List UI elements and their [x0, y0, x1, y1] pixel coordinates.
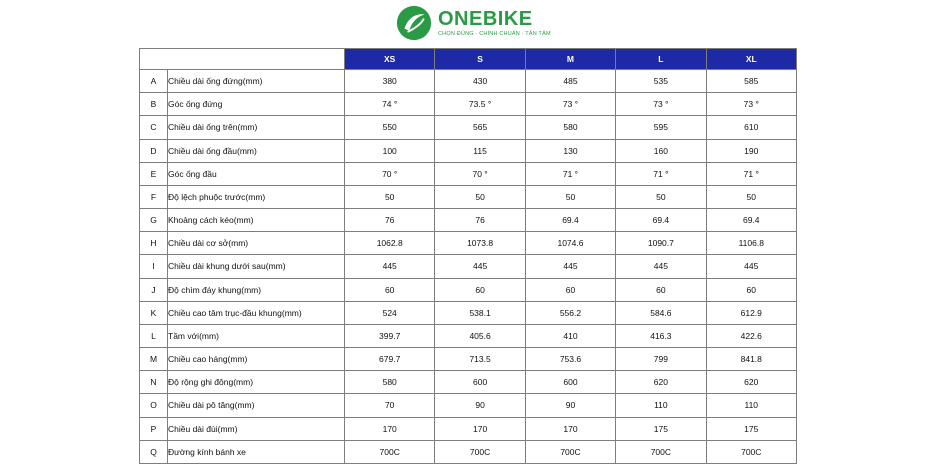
value-cell-m: 170 — [525, 417, 615, 440]
size-header-m: M — [525, 49, 615, 70]
value-cell-s: 60 — [435, 278, 525, 301]
row-label: Chiều dài khung dưới sau(mm) — [168, 255, 345, 278]
row-label: Chiều cao tâm trục-đầu khung(mm) — [168, 301, 345, 324]
size-header-xs: XS — [345, 49, 435, 70]
table-row — [140, 232, 797, 255]
value-cell-l: 71 ° — [616, 162, 706, 185]
row-code: O — [140, 394, 168, 417]
value-cell-m: 410 — [525, 324, 615, 347]
value-cell-m: 556.2 — [525, 301, 615, 324]
value-cell-xl: 71 ° — [706, 162, 796, 185]
row-label: Chiều dài đùi(mm) — [168, 417, 345, 440]
value-cell-l: 1090.7 — [616, 232, 706, 255]
value-cell-l: 595 — [616, 116, 706, 139]
size-header-l: L — [616, 49, 706, 70]
row-label: Góc ống đứng — [168, 93, 345, 116]
table-row — [140, 348, 797, 371]
row-code: G — [140, 209, 168, 232]
table-row — [140, 278, 797, 301]
value-cell-s: 713.5 — [435, 348, 525, 371]
value-cell-xl: 700C — [706, 440, 796, 463]
table-row — [140, 417, 797, 440]
row-label: Chiều dài ống trên(mm) — [168, 116, 345, 139]
row-label: Độ rộng ghi đông(mm) — [168, 371, 345, 394]
value-cell-xl: 60 — [706, 278, 796, 301]
onebike-logo-icon — [395, 4, 433, 42]
geometry-table-body — [140, 70, 797, 464]
value-cell-s: 445 — [435, 255, 525, 278]
value-cell-l: 110 — [616, 394, 706, 417]
row-label: Tầm với(mm) — [168, 324, 345, 347]
value-cell-m: 60 — [525, 278, 615, 301]
value-cell-l: 535 — [616, 70, 706, 93]
value-cell-s: 405.6 — [435, 324, 525, 347]
value-cell-xs: 380 — [345, 70, 435, 93]
brand-logo — [395, 4, 551, 42]
value-cell-xs: 74 ° — [345, 93, 435, 116]
value-cell-xs: 60 — [345, 278, 435, 301]
value-cell-xl: 445 — [706, 255, 796, 278]
value-cell-xl: 422.6 — [706, 324, 796, 347]
value-cell-l: 799 — [616, 348, 706, 371]
row-label: Khoảng cách kéo(mm) — [168, 209, 345, 232]
value-cell-l: 175 — [616, 417, 706, 440]
value-cell-s: 600 — [435, 371, 525, 394]
value-cell-m: 700C — [525, 440, 615, 463]
value-cell-s: 50 — [435, 185, 525, 208]
row-code: B — [140, 93, 168, 116]
value-cell-l: 445 — [616, 255, 706, 278]
value-cell-l: 50 — [616, 185, 706, 208]
value-cell-l: 69.4 — [616, 209, 706, 232]
table-row — [140, 93, 797, 116]
value-cell-xl: 110 — [706, 394, 796, 417]
table-row — [140, 324, 797, 347]
row-code: P — [140, 417, 168, 440]
value-cell-xs: 445 — [345, 255, 435, 278]
table-row — [140, 185, 797, 208]
size-header-xl: XL — [706, 49, 796, 70]
value-cell-l: 700C — [616, 440, 706, 463]
value-cell-s: 70 ° — [435, 162, 525, 185]
value-cell-s: 700C — [435, 440, 525, 463]
row-label: Chiều dài ống đứng(mm) — [168, 70, 345, 93]
value-cell-l: 620 — [616, 371, 706, 394]
value-cell-s: 1073.8 — [435, 232, 525, 255]
value-cell-m: 580 — [525, 116, 615, 139]
row-label: Chiều cao háng(mm) — [168, 348, 345, 371]
value-cell-m: 71 ° — [525, 162, 615, 185]
value-cell-xl: 610 — [706, 116, 796, 139]
table-row — [140, 70, 797, 93]
row-label: Độ chìm đáy khung(mm) — [168, 278, 345, 301]
value-cell-xl: 50 — [706, 185, 796, 208]
value-cell-m: 69.4 — [525, 209, 615, 232]
value-cell-m: 50 — [525, 185, 615, 208]
value-cell-l: 160 — [616, 139, 706, 162]
value-cell-xl: 69.4 — [706, 209, 796, 232]
row-code: C — [140, 116, 168, 139]
value-cell-m: 485 — [525, 70, 615, 93]
size-header-s: S — [435, 49, 525, 70]
row-code: H — [140, 232, 168, 255]
value-cell-xs: 700C — [345, 440, 435, 463]
value-cell-xl: 841.8 — [706, 348, 796, 371]
value-cell-l: 416.3 — [616, 324, 706, 347]
table-row — [140, 209, 797, 232]
value-cell-m: 1074.6 — [525, 232, 615, 255]
header-blank-cell — [140, 49, 345, 70]
row-label: Chiều dài cơ sở(mm) — [168, 232, 345, 255]
value-cell-m: 753.6 — [525, 348, 615, 371]
value-cell-xs: 1062.8 — [345, 232, 435, 255]
table-row — [140, 301, 797, 324]
value-cell-xs: 550 — [345, 116, 435, 139]
row-label: Góc ống đầu — [168, 162, 345, 185]
table-row — [140, 371, 797, 394]
table-row — [140, 255, 797, 278]
value-cell-xl: 620 — [706, 371, 796, 394]
value-cell-xs: 100 — [345, 139, 435, 162]
value-cell-xs: 76 — [345, 209, 435, 232]
value-cell-xs: 70 — [345, 394, 435, 417]
table-row — [140, 116, 797, 139]
geometry-table — [139, 48, 797, 464]
value-cell-s: 538.1 — [435, 301, 525, 324]
value-cell-xs: 399.7 — [345, 324, 435, 347]
value-cell-s: 76 — [435, 209, 525, 232]
table-row — [140, 139, 797, 162]
value-cell-xl: 1106.8 — [706, 232, 796, 255]
value-cell-s: 73.5 ° — [435, 93, 525, 116]
value-cell-xl: 585 — [706, 70, 796, 93]
row-code: N — [140, 371, 168, 394]
row-code: L — [140, 324, 168, 347]
row-code: E — [140, 162, 168, 185]
row-code: J — [140, 278, 168, 301]
value-cell-m: 73 ° — [525, 93, 615, 116]
value-cell-s: 430 — [435, 70, 525, 93]
table-row — [140, 440, 797, 463]
row-code: A — [140, 70, 168, 93]
value-cell-xl: 190 — [706, 139, 796, 162]
table-header-row — [140, 49, 797, 70]
brand-tagline: CHỌN ĐÚNG · CHÍNH CHUẨN · TẬN TÂM — [438, 31, 551, 37]
row-label: Đường kính bánh xe — [168, 440, 345, 463]
value-cell-m: 90 — [525, 394, 615, 417]
value-cell-s: 115 — [435, 139, 525, 162]
row-label: Chiều dài pô tăng(mm) — [168, 394, 345, 417]
value-cell-l: 73 ° — [616, 93, 706, 116]
row-code: Q — [140, 440, 168, 463]
row-label: Chiều dài ống đầu(mm) — [168, 139, 345, 162]
row-code: D — [140, 139, 168, 162]
table-row — [140, 394, 797, 417]
value-cell-m: 130 — [525, 139, 615, 162]
row-code: M — [140, 348, 168, 371]
table-row — [140, 162, 797, 185]
row-label: Độ lệch phuộc trước(mm) — [168, 185, 345, 208]
brand-name: ONEBIKE — [438, 8, 533, 30]
value-cell-xs: 170 — [345, 417, 435, 440]
value-cell-xs: 50 — [345, 185, 435, 208]
value-cell-s: 565 — [435, 116, 525, 139]
value-cell-m: 600 — [525, 371, 615, 394]
value-cell-xs: 524 — [345, 301, 435, 324]
value-cell-xs: 70 ° — [345, 162, 435, 185]
row-code: K — [140, 301, 168, 324]
value-cell-s: 170 — [435, 417, 525, 440]
value-cell-xl: 612.9 — [706, 301, 796, 324]
value-cell-xs: 580 — [345, 371, 435, 394]
value-cell-xl: 73 ° — [706, 93, 796, 116]
value-cell-s: 90 — [435, 394, 525, 417]
row-code: I — [140, 255, 168, 278]
value-cell-m: 445 — [525, 255, 615, 278]
value-cell-xs: 679.7 — [345, 348, 435, 371]
value-cell-xl: 175 — [706, 417, 796, 440]
value-cell-l: 584.6 — [616, 301, 706, 324]
value-cell-l: 60 — [616, 278, 706, 301]
row-code: F — [140, 185, 168, 208]
